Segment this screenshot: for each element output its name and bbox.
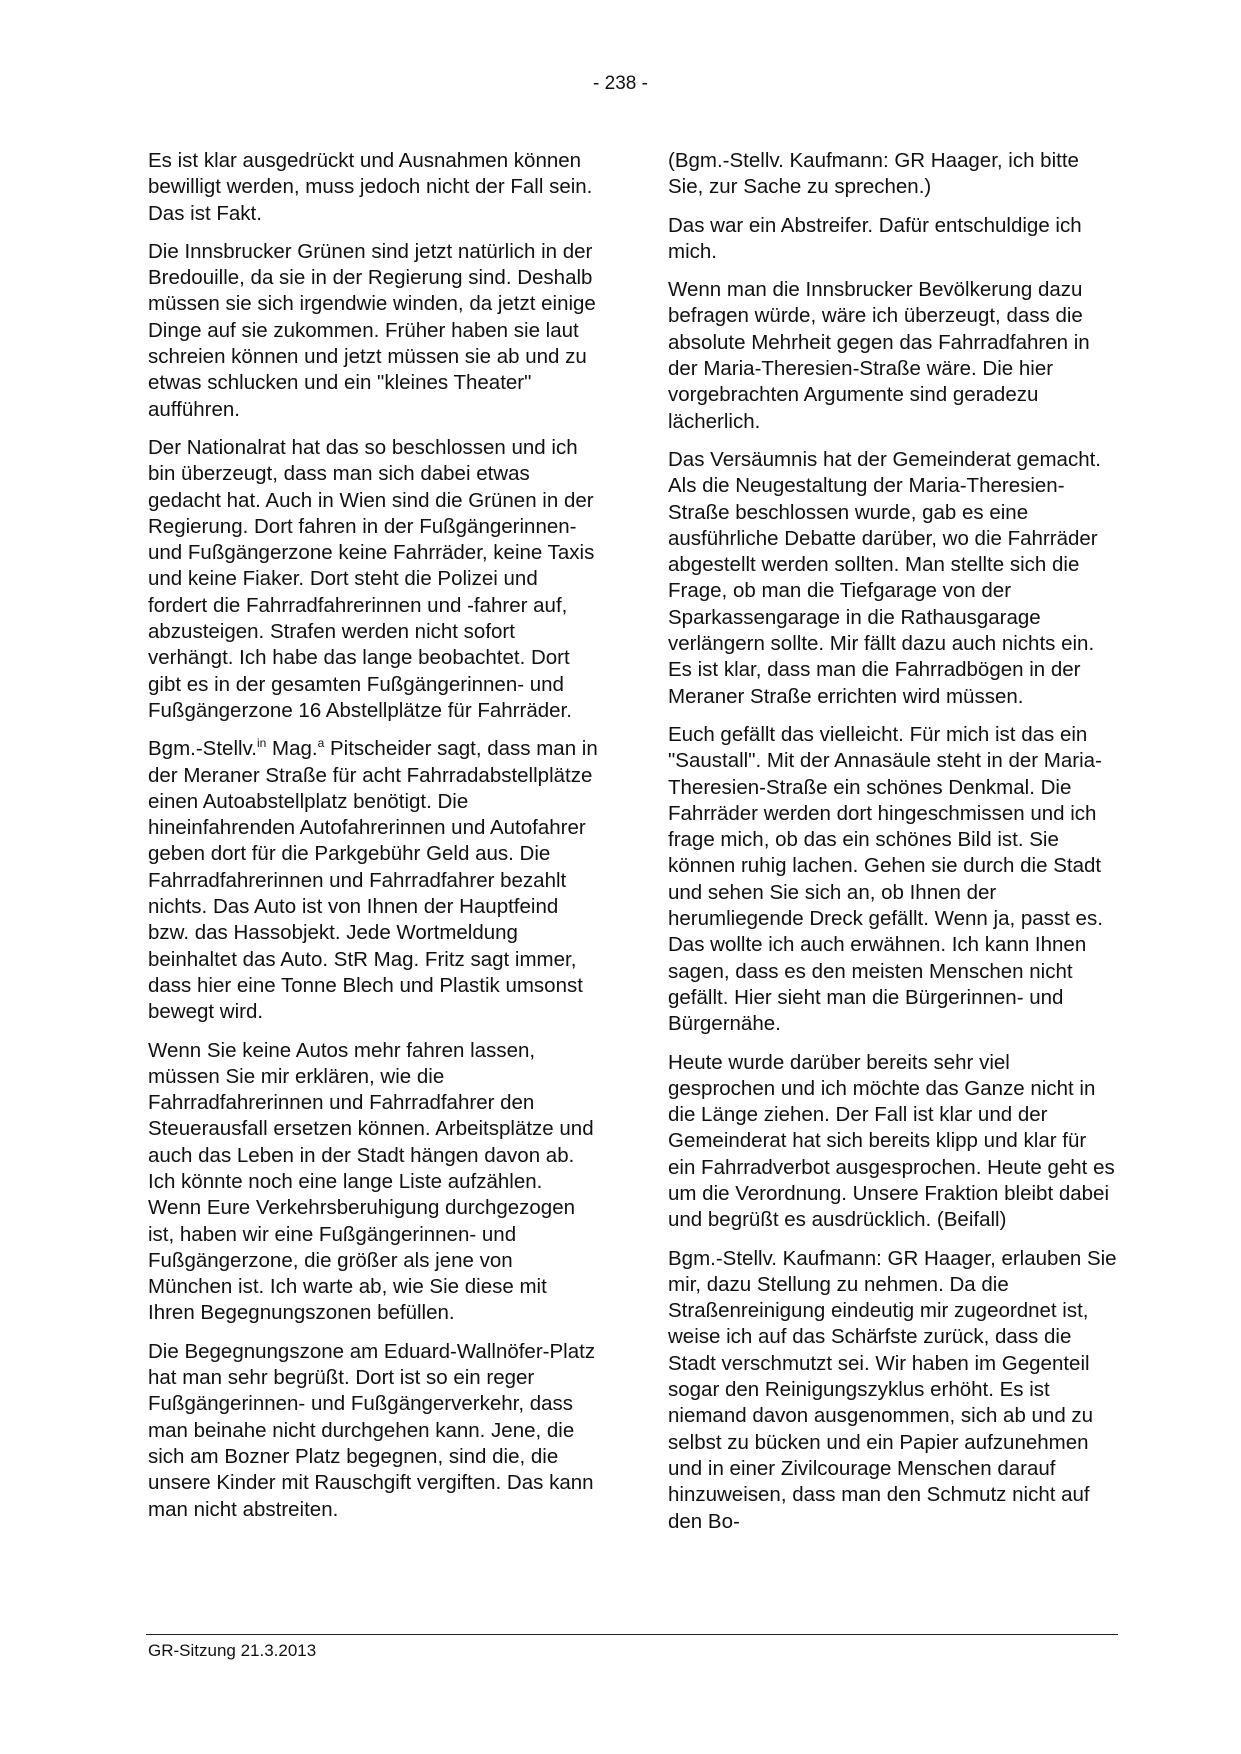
superscript: a (317, 736, 325, 751)
paragraph: Wenn man die Innsbrucker Bevölkerung dazu befragen würde, wäre ich überzeugt, dass die absolute Mehrheit gegen das Fahrradfahren in der Maria-Theresien-Straße wäre. Die hier vorgebrachten Argumente sind geradezu lächerlich. (668, 278, 1090, 433)
paragraph: Die Begegnungszone am Eduard-Wallnöfer-Platz hat man sehr begrüßt. Dort ist so ein reger Fußgängerinnen- und Fußgängerverkehr, dass man beinahe nicht durchgehen kann. Jene, die sich am Bozner Platz begegnen, sind die, die unsere Kinder mit Rauschgift vergiften. Das kann man nicht abstreiten. (148, 1339, 596, 1521)
paragraph (148, 736, 598, 1025)
footer-session-date: GR-Sitzung 21.3.2013 (148, 1641, 317, 1660)
paragraph: Wenn Sie keine Autos mehr fahren lassen, müssen Sie mir erklären, wie die Fahrradfahrerinnen und Fahrradfahrer den Steuerausfall ersetzen können. Arbeitsplätze und auch das Leben in der Stadt hängen davon ab. Ich könnte noch eine lange Liste aufzählen. Wenn Eure Verkehrsberuhigung durchgezogen ist, haben wir eine Fußgängerinnen- und Fußgängerzone, die größer als jene von München ist. Ich warte ab, wie Sie diese mit Ihren Begegnungszonen befüllen. (148, 1038, 594, 1325)
paragraph-text: Mag. (266, 737, 318, 761)
paragraph: Das Versäumnis hat der Gemeinderat gemacht. Als die Neugestaltung der Maria-Theresien-Straße beschlossen wurde, gab es eine ausführliche Debatte darüber, wo die Fahrräder abgestellt werden sollten. Man stellte sich die Frage, ob man die Tiefgarage von der Sparkassengarage in die Rathausgarage verlängern sollte. Mir fällt dazu auch nichts ein. Es ist klar, dass man die Fahrradbögen in der Meraner Straße errichten wird müssen. (668, 447, 1101, 708)
paragraph: Der Nationalrat hat das so beschlossen und ich bin überzeugt, dass man sich dabei etwas gedacht hat. Auch in Wien sind die Grünen in der Regierung. Dort fahren in der Fußgängerinnen- und Fußgängerzone keine Fahrräder, keine Taxis und keine Fiaker. Dort steht die Polizei und fordert die Fahrradfahrerinnen und -fahrer auf, abzusteigen. Strafen werden nicht sofort verhängt. Ich habe das lange beobachtet. Dort gibt es in der gesamten Fußgängerinnen- und Fußgängerzone 16 Abstellplätze für Fahrräder. (148, 435, 595, 722)
paragraph: Euch gefällt das vielleicht. Für mich ist das ein "Saustall". Mit der Annasäule steht in der Maria-Theresien-Straße ein schönes Denkmal. Die Fahrräder werden dort hingeschmissen und ich frage mich, ob das ein schönes Bild ist. Sie können ruhig lachen. Gehen sie durch die Stadt und sehen Sie sich an, ob Ihnen der herumliegende Dreck gefällt. Wenn ja, passt es. Das wollte ich auch erwähnen. Ich kann Ihnen sagen, dass es den meisten Menschen nicht gefällt. Hier sieht man die Bürgerinnen- und Bürgernähe. (668, 722, 1103, 1036)
paragraph: Heute wurde darüber bereits sehr viel gesprochen und ich möchte das Ganze nicht in die Länge ziehen. Der Fall ist klar und der Gemeinderat hat sich bereits klipp und klar für ein Fahrradverbot ausgesprochen. Heute geht es um die Verordnung. Unsere Fraktion bleibt dabei und begrüßt es ausdrücklich. (Beifall) (668, 1050, 1115, 1232)
paragraph-text: Pitscheider sagt, dass man in der Meraner Straße für acht Fahrradabstellplätze einen Autoabstellplatz benötigt. Die hineinfahrenden Autofahrerinnen und Autofahrer geben dort für die Parkgebühr Geld aus. Die Fahrradfahrerinnen und Fahrradfahrer bezahlt nichts. Das Auto ist von Ihnen der Hauptfeind bzw. das Hassobjekt. Jede Wortmeldung beinhaltet das Auto. StR Mag. Fritz sagt immer, dass hier eine Tonne Blech und Plastik umsonst bewegt wird. (148, 737, 598, 1024)
paragraph: Es ist klar ausgedrückt und Ausnahmen können bewilligt werden, muss jedoch nicht der Fall sein. Das ist Fakt. (148, 149, 593, 225)
paragraph: Das war ein Abstreifer. Dafür entschuldige ich mich. (668, 213, 1082, 263)
paragraph-text: Bgm.-Stellv. (148, 737, 257, 761)
paragraph: Bgm.-Stellv. Kaufmann: GR Haager, erlauben Sie mir, dazu Stellung zu nehmen. Da die Straßenreinigung eindeutig mir zugeordnet ist, weise ich auf das Schärfste zurück, dass die Stadt verschmutzt sei. Wir haben im Gegenteil sogar den Reinigungszyklus erhöht. Es ist niemand davon ausgenommen, sich ab und zu selbst zu bücken und ein Papier aufzunehmen und in einer Zivilcourage Menschen darauf hinzuweisen, dass man den Schmutz nicht auf den Bo- (668, 1246, 1117, 1533)
footer-divider (146, 1634, 1118, 1635)
superscript: in (256, 736, 267, 751)
page-number: - 238 - (593, 73, 648, 94)
paragraph: Die Innsbrucker Grünen sind jetzt natürlich in der Bredouille, da sie in der Regierung sind. Deshalb müssen sie sich irgendwie winden, da jetzt einige Dinge auf sie zukommen. Früher haben sie laut schreien können und jetzt müssen sie ab und zu etwas schlucken und ein "kleines Theater" aufführen. (148, 239, 596, 421)
left-column (148, 148, 598, 1535)
right-column (668, 148, 1118, 1547)
paragraph: (Bgm.-Stellv. Kaufmann: GR Haager, ich bitte Sie, zur Sache zu sprechen.) (668, 149, 1079, 199)
